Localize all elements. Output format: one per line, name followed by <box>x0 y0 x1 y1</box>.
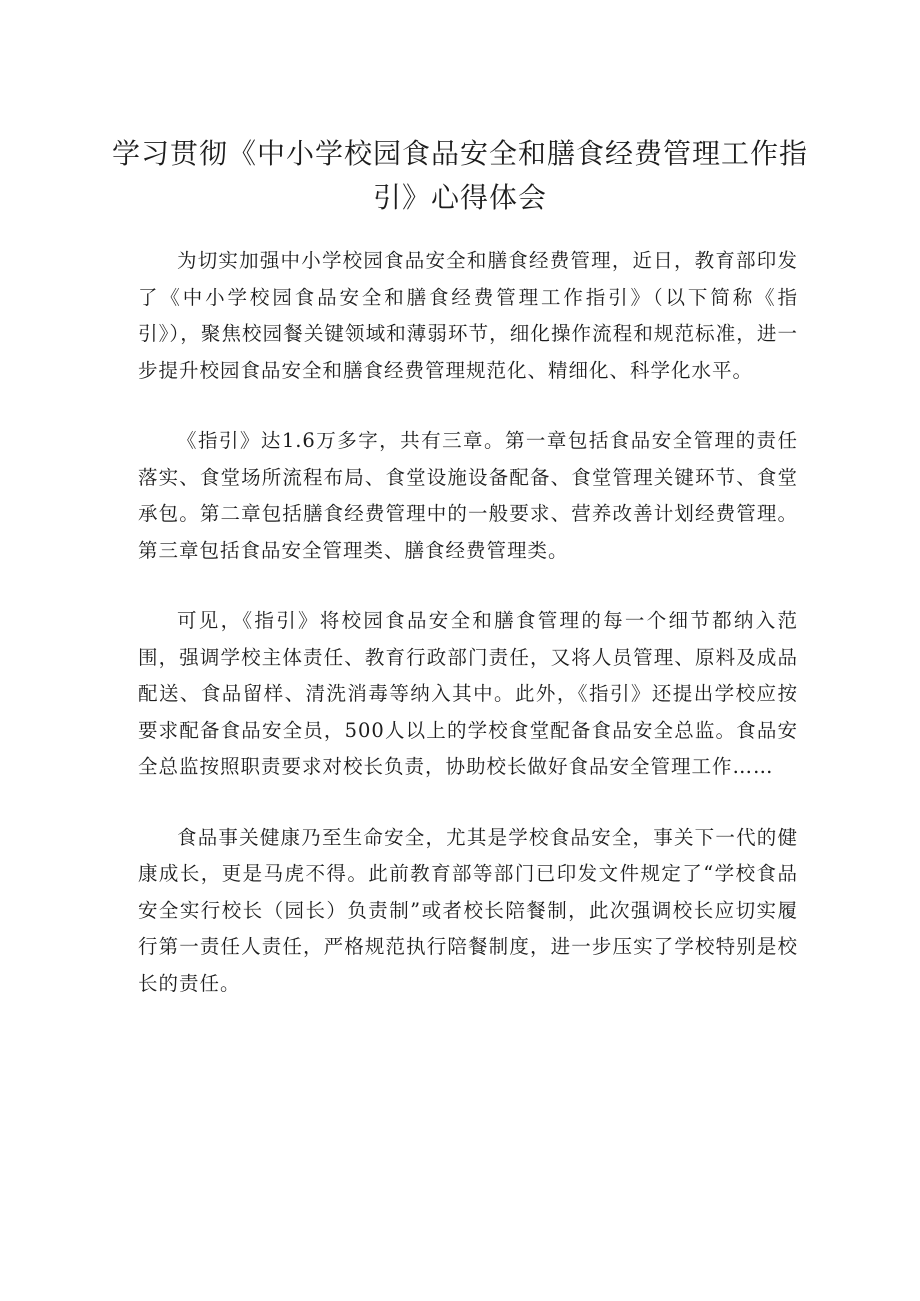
document-title: 学习贯彻《中小学校园食品安全和膳食经费管理工作指引》心得体会 <box>111 137 808 214</box>
paragraph-4: 食品事关健康乃至生命安全，尤其是学校食品安全，事关下一代的健康成长，更是马虎不得。此前教育部等部门已印发文件规定了“学校食品安全实行校长（园长）负责制”或者校长陪餐制，此次强调校长应切实履行第一责任人责任，严格规范执行陪餐制度，进一步压实了学校特别是校长的责任。 <box>138 825 798 995</box>
paragraph-1: 为切实加强中小学校园食品安全和膳食经费管理，近日，教育部印发了《中小学校园食品安全和膳食经费管理工作指引》（以下简称《指引》），聚焦校园餐关键领域和薄弱环节，细化操作流程和规范标准，进一步提升校园食品安全和膳食经费管理规范化、精细化、科学化水平。 <box>138 249 798 382</box>
paragraph-3: 可见，《指引》将校园食品安全和膳食管理的每一个细节都纳入范围，强调学校主体责任、教育行政部门责任，又将人员管理、原料及成品配送、食品留样、清洗消毒等纳入其中。此外，《指引》还提出学校应按要求配备食品安全员，500人以上的学校食堂配备食品安全总监。食品安全总监按照职责要求对校长负责，协助校长做好食品安全管理工作…… <box>138 609 798 778</box>
paragraph-2: 《指引》达1.6万多字，共有三章。第一章包括食品安全管理的责任落实、食堂场所流程布局、食堂设施设备配备、食堂管理关键环节、食堂承包。第二章包括膳食经费管理中的一般要求、营养改善计划经费管理。第三章包括食品安全管理类、膳食经费管理类。 <box>138 429 798 562</box>
document-body <box>138 243 798 1002</box>
